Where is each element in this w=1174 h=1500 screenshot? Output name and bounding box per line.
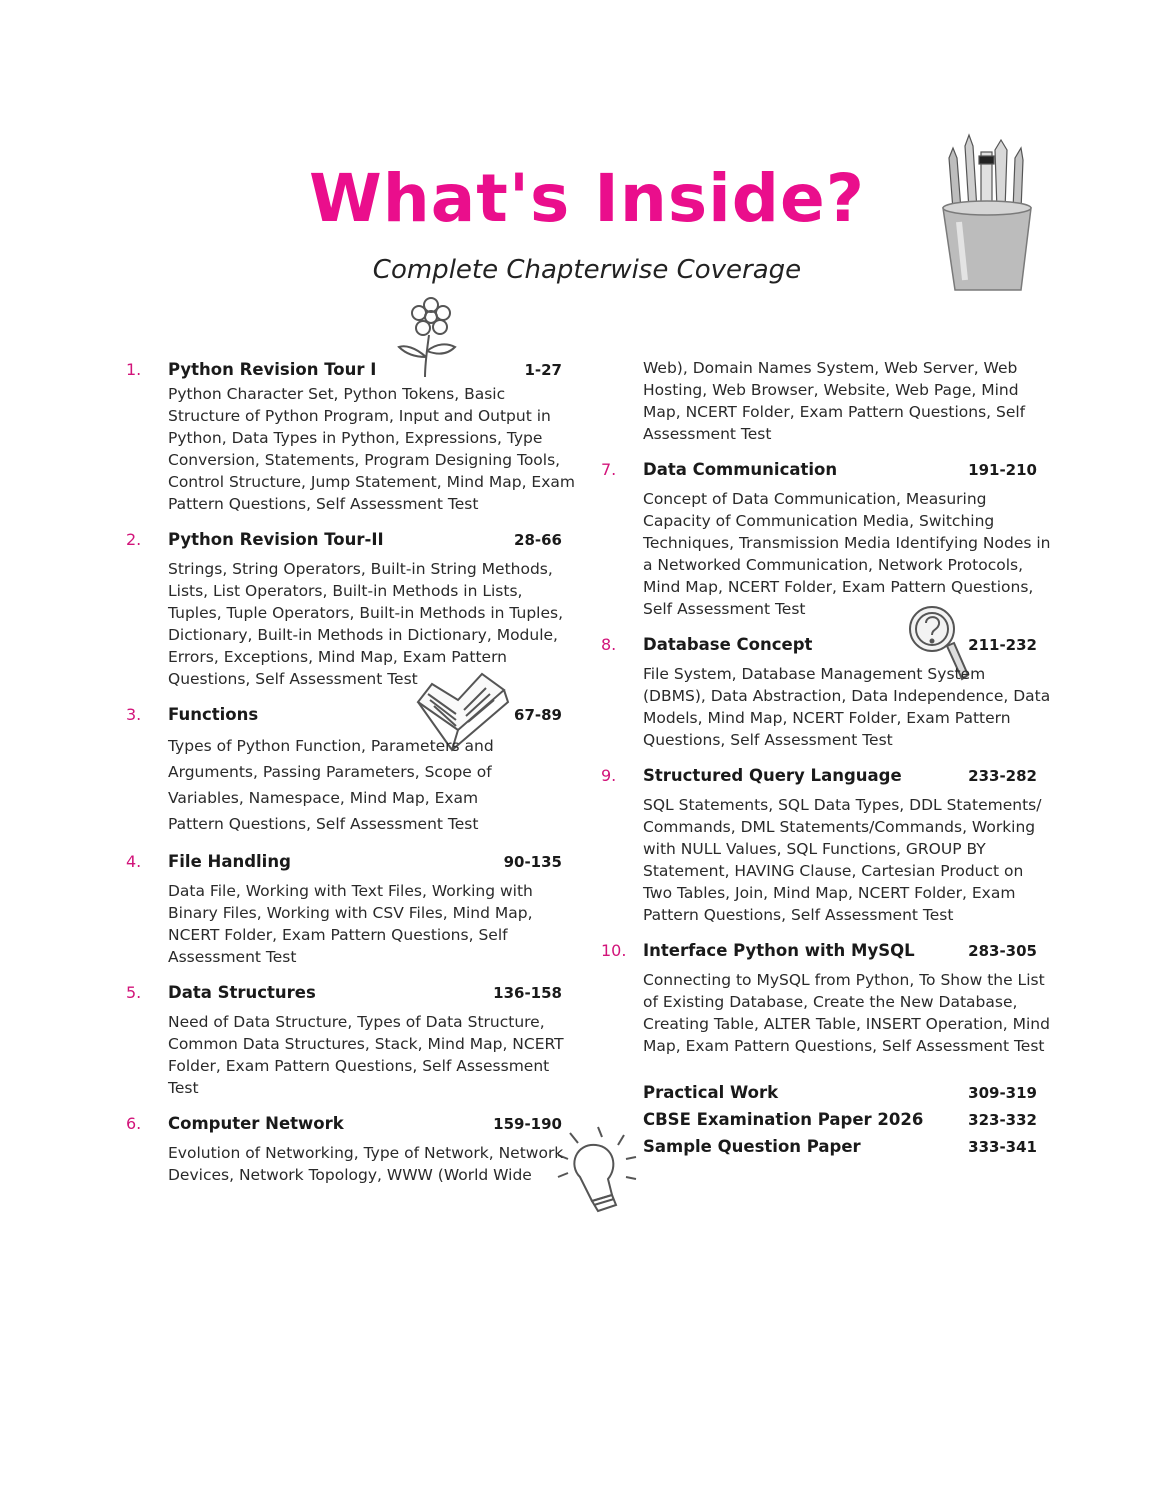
chapter-description: SQL Statements, SQL Data Types, DDL Statements/ Commands, DML Statements/Commands, Working with NULL Values, SQL Functions, GROUP BY Statement, HAVING Clause, Cartesian Product on Two Tables, Join, Mind Map, NCERT Folder, Exam Pattern Questions, Self Assessment Test xyxy=(643,796,1042,924)
page-title: What's Inside? xyxy=(308,160,866,237)
chapter-entry xyxy=(126,357,576,515)
chapter-pages: 191-210 xyxy=(968,461,1037,479)
chapter-number: 9. xyxy=(601,766,617,785)
chapter-entry xyxy=(126,980,576,1099)
chapter-pages: 67-89 xyxy=(514,706,562,724)
chapter-description: File System, Database Management System (DBMS), Data Abstraction, Data Independence, Data Models, Mind Map, NCERT Folder, Exam Pattern Questions, Self Assessment Test xyxy=(643,665,1051,749)
chapter-pages: 28-66 xyxy=(514,531,562,549)
chapter-description: Python Character Set, Python Tokens, Basic Structure of Python Program, Input and Output in Python, Data Types in Python, Expressions, Type Conversion, Statements, Program Designing Tools, Control Structure, Jump Statement, Mind Map, Exam Pattern Questions, Self Assessment Test xyxy=(168,385,575,513)
chapter-description: Connecting to MySQL from Python, To Show the List of Existing Database, Create the New Database, Creating Table, ALTER Table, INSERT Operation, Mind Map, Exam Pattern Questions, Self Assessment Test xyxy=(643,971,1050,1055)
chapter-number: 6. xyxy=(126,1114,142,1133)
extra-title: Practical Work xyxy=(643,1083,779,1102)
extra-pages: 309-319 xyxy=(968,1084,1037,1102)
extra-pages: 333-341 xyxy=(968,1138,1037,1156)
chapter-title: Data Structures xyxy=(168,983,316,1002)
chapter-title: Functions xyxy=(168,705,259,724)
chapter-title: Interface Python with MySQL xyxy=(643,941,915,960)
chapter-entry xyxy=(601,763,1051,926)
chapter-pages: 233-282 xyxy=(968,767,1037,785)
page-subtitle: Complete Chapterwise Coverage xyxy=(372,255,802,285)
chapter-entry xyxy=(601,632,1051,751)
chapter-title: Database Concept xyxy=(643,635,813,654)
extra-pages: 323-332 xyxy=(968,1111,1037,1129)
chapter-pages: 136-158 xyxy=(493,984,562,1002)
chapter-number: 10. xyxy=(601,941,627,960)
chapter-description: Concept of Data Communication, Measuring Capacity of Communication Media, Switching Techniques, Transmission Media Identifying Nodes in a Networked Communication, Network Protocols, Mind Map, NCERT Folder, Exam Pattern Questions, Self Assessment Test xyxy=(643,490,1051,618)
chapter-pages: 1-27 xyxy=(524,361,562,379)
extra-entry xyxy=(643,1133,1051,1160)
extra-entry xyxy=(643,1106,1051,1133)
chapter-title: Python Revision Tour-II xyxy=(168,530,384,549)
pencil-cup-icon xyxy=(935,130,1040,300)
chapter-number: 3. xyxy=(126,705,142,724)
chapter-pages: 211-232 xyxy=(968,636,1037,654)
chapter-pages: 90-135 xyxy=(503,853,562,871)
chapter-entry xyxy=(601,457,1051,620)
extra-entry xyxy=(643,1079,1051,1106)
chapter-entry xyxy=(126,1111,576,1186)
chapter-entry xyxy=(126,527,576,690)
chapter-title: Structured Query Language xyxy=(643,766,902,785)
contents-column-right xyxy=(601,357,1051,1160)
chapter-pages: 159-190 xyxy=(493,1115,562,1133)
chapter-description: Types of Python Function, Parameters and Arguments, Passing Parameters, Scope of Variables, Namespace, Mind Map, Exam Pattern Questions, Self Assessment Test xyxy=(168,737,494,833)
chapter-number: 8. xyxy=(601,635,617,654)
chapter-number: 5. xyxy=(126,983,142,1002)
chapter-number: 1. xyxy=(126,360,142,379)
extra-sections xyxy=(601,1079,1051,1160)
chapter-entry xyxy=(126,849,576,968)
chapter-description: Need of Data Structure, Types of Data Structure, Common Data Structures, Stack, Mind Map, NCERT Folder, Exam Pattern Questions, Self Assessment Test xyxy=(168,1013,564,1097)
chapter-description-continued: Web), Domain Names System, Web Server, Web Hosting, Web Browser, Website, Web Page, Mind Map, NCERT Folder, Exam Pattern Questions, Self Assessment Test xyxy=(643,359,1026,443)
chapter-number: 4. xyxy=(126,852,142,871)
chapter-number: 2. xyxy=(126,530,142,549)
extra-title: CBSE Examination Paper 2026 xyxy=(643,1110,924,1129)
chapter-description: Evolution of Networking, Type of Network, Network Devices, Network Topology, WWW (World Wide xyxy=(168,1144,564,1184)
chapter-description: Strings, String Operators, Built-in String Methods, Lists, List Operators, Built-in Methods in Lists, Tuples, Tuple Operators, Built-in Methods in Tuples, Dictionary, Built-in Methods in Dictionary, Module, Errors, Exceptions, Mind Map, Exam Pattern Questions, Self Assessment Test xyxy=(168,560,564,688)
chapter-entry xyxy=(126,702,576,837)
extra-title: Sample Question Paper xyxy=(643,1137,861,1156)
chapter-number: 7. xyxy=(601,460,617,479)
chapter-description: Data File, Working with Text Files, Working with Binary Files, Working with CSV Files, Mind Map, NCERT Folder, Exam Pattern Questions, Self Assessment Test xyxy=(168,882,533,966)
chapter-title: Python Revision Tour I xyxy=(168,360,377,379)
chapter-entry-continued xyxy=(601,357,1051,445)
chapter-entry xyxy=(601,938,1051,1057)
chapter-title: Computer Network xyxy=(168,1114,344,1133)
chapter-pages: 283-305 xyxy=(968,942,1037,960)
chapter-title: Data Communication xyxy=(643,460,838,479)
chapter-title: File Handling xyxy=(168,852,291,871)
contents-column-left xyxy=(126,357,576,1198)
